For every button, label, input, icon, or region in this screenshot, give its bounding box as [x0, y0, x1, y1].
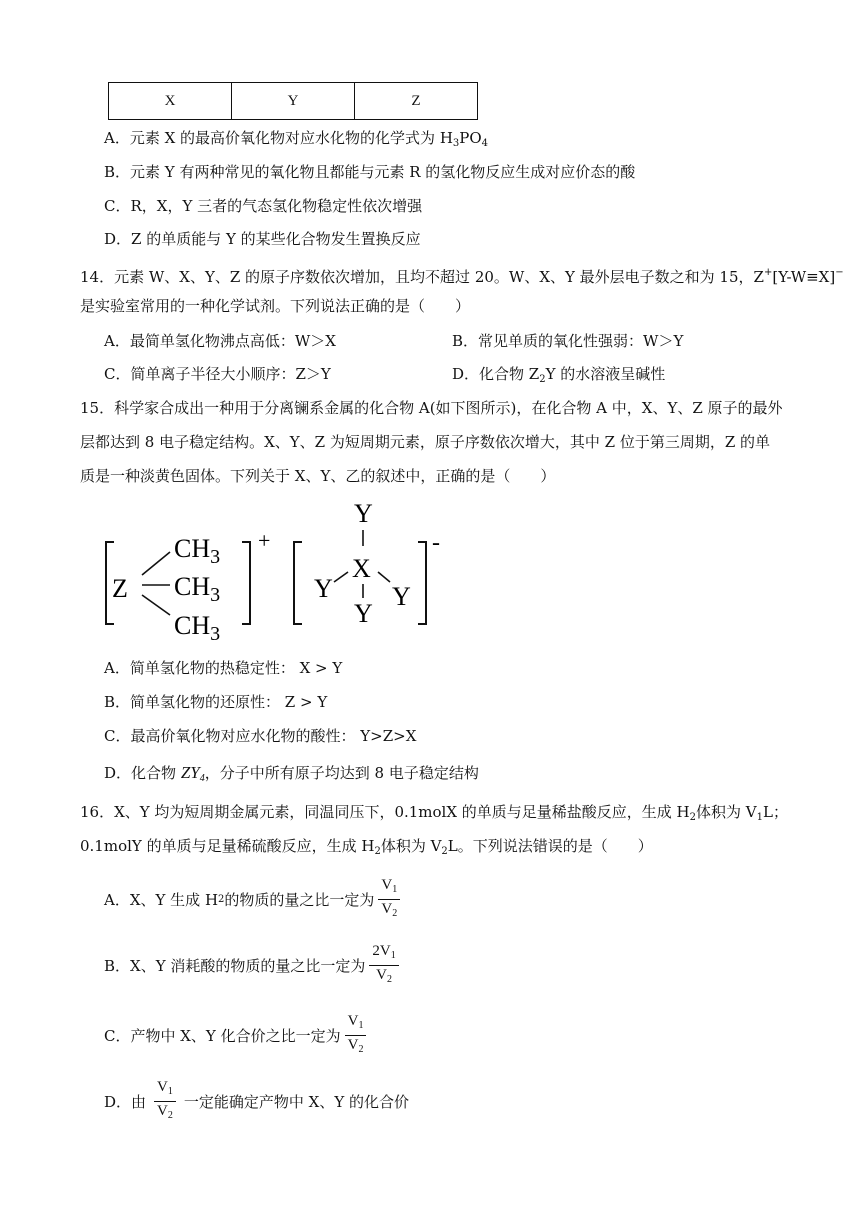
q13-option-d: D．Z 的单质能与 Y 的某些化合物发生置换反应 [104, 230, 421, 248]
q15-stem-line2: 层都达到 8 电子稳定结构。X、Y、Z 为短周期元素，原子序数依次增大，其中 Z 位于第三周期，Z 的单 [80, 433, 771, 451]
fraction-v1-over-v2-c: $\frac{V_1}{V_2}$ [345, 1012, 367, 1059]
q14-option-c: C．简单离子半径大小顺序：Z＞Y [104, 365, 331, 383]
q13-option-b: B．元素 Y 有两种常见的氧化物且都能与元素 R 的氢化物反应生成对应价态的酸 [104, 163, 636, 181]
q16-stem-line2: 0.1molY 的单质与足量稀硫酸反应，生成 $H_2$体积为 $V_2L$。下列说法错误的是（ ） [80, 837, 653, 857]
q15-option-b: B．简单氢化物的还原性： Z > Y [104, 693, 328, 711]
table-cell-y: Y [232, 83, 355, 120]
anion-ligand-top: Y [354, 500, 373, 528]
q16-option-b: B．X、Y 消耗酸的物质的量之比一定为 $\frac{2V_1}{V_2}$ [104, 942, 403, 989]
q14-option-b: B．常见单质的氧化性强弱：W＞Y [452, 332, 684, 350]
bond-lower [142, 595, 170, 615]
methyl-group-3 [174, 611, 220, 645]
anion-right-bracket [418, 542, 426, 624]
svg-text:CH3: $CH_3$ [174, 534, 221, 568]
q15-stem-line1: 15．科学家合成出一种用于分离镧系金属的化合物 A(如下图所示)，在化合物 A 中，X、Y、Z 原子的最外 [80, 399, 783, 417]
svg-text:CH3: $CH_3$ [174, 611, 221, 645]
fraction-v1-over-v2: $\frac{V_1}{V_2}$ [378, 876, 400, 923]
q16-option-c: C．产物中 X、Y 化合价之比一定为 $\frac{V_1}{V_2}$ [104, 1012, 370, 1059]
anion-ligand-bottom: Y [354, 599, 373, 628]
q16-option-d: D．由 $\frac{V_1}{V_2}$ 一定能确定产物中 X、Y 的化合价 [104, 1078, 409, 1125]
element-position-table [108, 82, 478, 120]
q15-option-d: D．化合物 $ZY_4$，分子中所有原子均达到 8 电子稳定结构 [104, 763, 479, 784]
table-cell-z: Z [355, 83, 478, 120]
q16-option-a: A．X、Y 生成 H 2 的物质的量之比一定为 $\frac{V_1}{V_2}$ [104, 876, 404, 923]
formula-zy4: $ZY_4$ [180, 763, 205, 784]
bond-upper [142, 552, 170, 575]
q13-option-a: A．元素 X 的最高价氧化物对应水化物的化学式为 $H_3PO_4$ [104, 129, 489, 149]
cation-center-atom: Z [112, 574, 128, 603]
anion-ligand-left: Y [314, 574, 333, 603]
methyl-group-2 [174, 572, 220, 606]
anion-ligand-right: Y [392, 582, 411, 611]
q14-option-d: D．化合物 $Z_2Y$ 的水溶液呈碱性 [452, 365, 666, 385]
q15-option-a: A．简单氢化物的热稳定性： X > Y [104, 659, 343, 677]
compound-a-structure [100, 500, 460, 650]
q14-option-a: A．最简单氢化物沸点高低：W＞X [104, 332, 336, 350]
anion-charge: - [432, 530, 440, 556]
fraction-v1-over-v2-d: $\frac{V_1}{V_2}$ [154, 1078, 176, 1125]
q13-option-c: C．R，X，Y 三者的气态氢化物稳定性依次增强 [104, 197, 423, 215]
cation-right-bracket [242, 542, 250, 624]
svg-text:CH3: $CH_3$ [174, 572, 221, 606]
cation-charge: + [258, 528, 271, 553]
anion-left-bracket [294, 542, 302, 624]
q15-stem-line3: 质是一种淡黄色固体。下列关于 X、Y、乙的叙述中，正确的是（ ） [80, 467, 556, 485]
anion-bond-right [378, 572, 390, 582]
anion-bond-left [334, 572, 348, 582]
q15-option-c: C．最高价氧化物对应水化物的酸性： Y>Z>X [104, 727, 417, 745]
anion-center-atom: X [352, 554, 371, 583]
methyl-group-1 [174, 534, 220, 568]
q14-stem-line1: 14．元素 W、X、Y、Z 的原子序数依次增加，且均不超过 20。W、X、Y 最外层电子数之和为 15，Z+[Y-W≡X]− [80, 267, 844, 286]
table-cell-x: X [109, 83, 232, 120]
q14-stem-line2: 是实验室常用的一种化学试剂。下列说法正确的是（ ） [80, 297, 471, 315]
q16-stem-line1: 16．X、Y 均为短周期金属元素，同温同压下，0.1molX 的单质与足量稀盐酸反应，生成 $H_2$体积为 $V_1L$； [80, 803, 788, 823]
fraction-2v1-over-v2: $\frac{2V_1}{V_2}$ [369, 942, 398, 989]
